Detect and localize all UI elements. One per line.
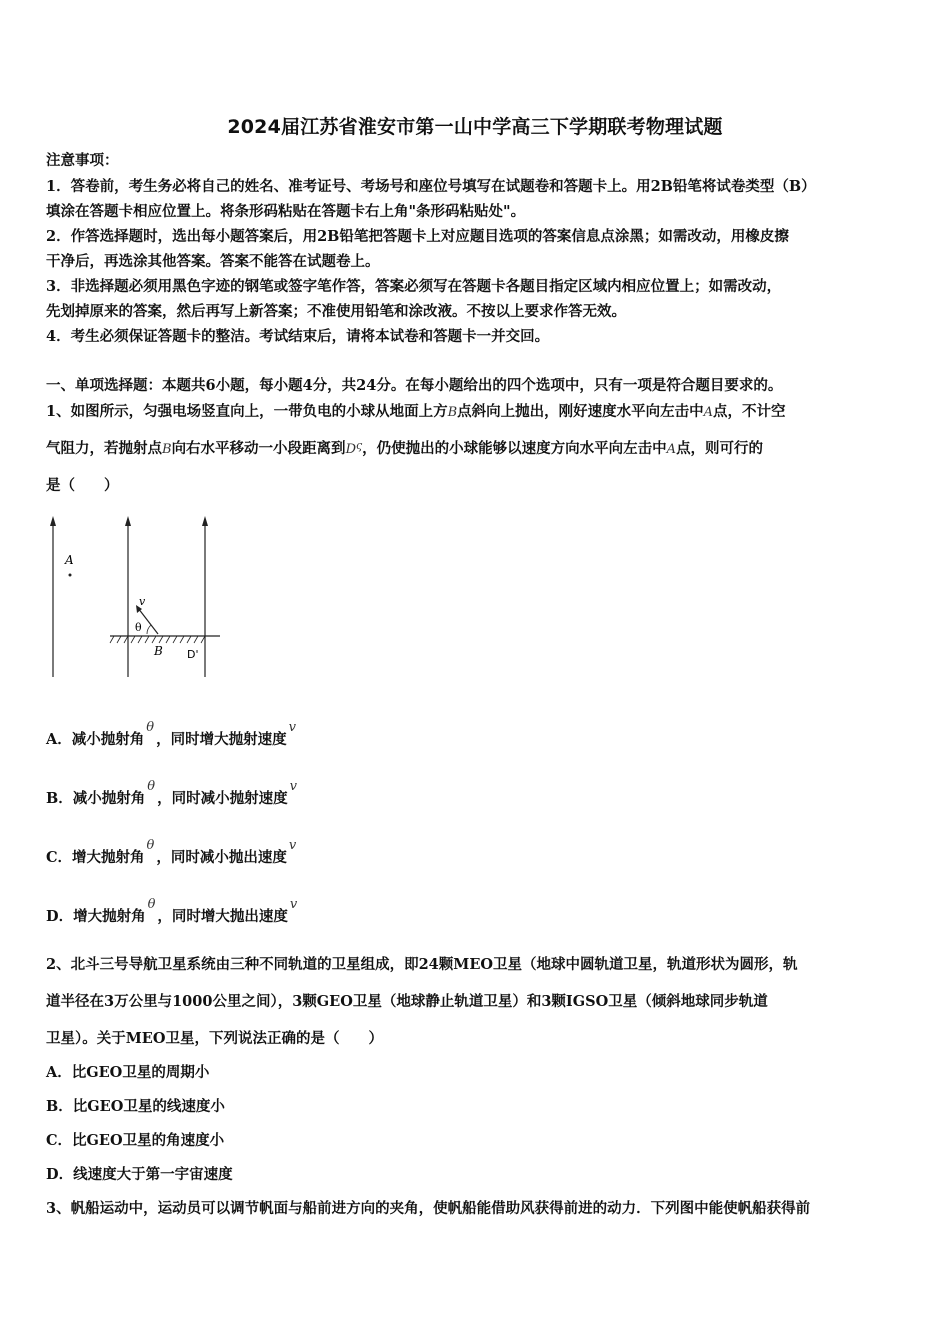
q1-text: 1、如图所示，匀强电场竖直向上，一带负电的小球从地面上方 (46, 403, 448, 420)
point-d-prime-mark: ς (356, 439, 363, 452)
angle-arc (147, 625, 151, 634)
point-a-dot (69, 574, 72, 577)
theta-symbol: θ (147, 897, 156, 912)
velocity-label: v (139, 595, 146, 608)
theta-symbol: θ (147, 779, 156, 794)
option-text: ，同时减小抛出速度 (156, 849, 287, 866)
velocity-symbol: v (288, 838, 297, 853)
notice-line: 2．作答选择题时，选出每小题答案后，用2B铅笔把答题卡上对应题目选项的答案信息点涂黑；如需改动，用橡皮擦 (46, 228, 789, 245)
notice-line: 4．考生必须保证答题卡的整洁。考试结束后，请将本试卷和答题卡一并交回。 (46, 328, 550, 345)
option-text: ，同时增大抛射速度 (156, 731, 287, 748)
q2-option-b[interactable]: B．比GEO卫星的线速度小 (46, 1098, 225, 1115)
notice-line: 1．答卷前，考生务必将自己的姓名、准考证号、考场号和座位号填写在试题卷和答题卡上。用2B铅笔将试卷类型（B） (46, 178, 816, 195)
q2-option-a[interactable]: A．比GEO卫星的周期小 (46, 1064, 210, 1081)
arrow-icon (125, 516, 131, 526)
option-text: B．减小抛射角 (46, 790, 146, 807)
option-text: D．增大抛射角 (46, 908, 146, 925)
question-1-line-2 (46, 439, 908, 460)
notice-line: 干净后，再选涂其他答案。答案不能答在试题卷上。 (46, 253, 380, 270)
question-3-line-1: 3、帆船运动中，运动员可以调节帆面与船前进方向的夹角，使帆船能借助风获得前进的动力．下列图中能使帆船获得前 (46, 1200, 811, 1217)
question-1-line-3: 是（ ） (46, 477, 119, 494)
notice-heading: 注意事项： (46, 152, 119, 169)
point-b-label: B (154, 644, 163, 658)
page-title: 2024届江苏省淮安市第一山中学高三下学期联考物理试题 (227, 116, 723, 138)
q1-text: ，仍使抛出的小球能够以速度方向水平向左击中 (362, 440, 667, 457)
q1-text: 点，不计空 (713, 403, 786, 420)
q1-option-b[interactable] (46, 779, 908, 810)
ground-hatching (110, 636, 205, 643)
q1-text: 气阻力，若抛射点 (46, 440, 162, 457)
point-d-prime-label: D' (187, 648, 199, 661)
question-2-line-2: 道半径在3万公里与1000公里之间），3颗GEO卫星（地球静止轨道卫星）和3颗IGSO卫星（倾斜地球同步轨道 (46, 993, 768, 1010)
velocity-symbol: v (288, 720, 296, 735)
point-a-label: A (65, 553, 74, 567)
q2-option-d[interactable]: D．线速度大于第一宇宙速度 (46, 1166, 233, 1183)
question-1-line-1 (46, 402, 908, 423)
q1-text: 点，则可行的 (676, 440, 764, 457)
option-text: ，同时减小抛射速度 (157, 790, 288, 807)
q1-option-a[interactable] (46, 720, 908, 751)
option-text: ，同时增大抛出速度 (157, 908, 288, 925)
point-a-label: A (666, 442, 677, 457)
arrow-icon (50, 516, 56, 526)
point-d-label: D (345, 442, 356, 457)
point-a-label: A (703, 405, 714, 420)
notice-line: 3．非选择题必须用黑色字迹的钢笔或签字笔作答，答案必须写在答题卡各题目指定区域内相应位置上；如需改动， (46, 278, 782, 295)
question-2-line-3: 卫星）。关于MEO卫星，下列说法正确的是（ ） (46, 1030, 383, 1047)
section-heading: 一、单项选择题：本题共6小题，每小题4分，共24分。在每小题给出的四个选项中，只有一项是符合题目要求的。 (46, 377, 783, 394)
notice-line: 填涂在答题卡相应位置上。将条形码粘贴在答题卡右上角"条形码粘贴处"。 (46, 203, 526, 220)
theta-symbol: θ (146, 720, 155, 735)
option-text: C．增大抛射角 (46, 849, 145, 866)
q1-text: 向右水平移动一小段距离到 (171, 440, 346, 457)
q1-option-c[interactable] (46, 838, 908, 869)
arrow-icon (202, 516, 208, 526)
option-text: A．减小抛射角 (46, 731, 145, 748)
theta-symbol: θ (146, 838, 155, 853)
electric-field-diagram (40, 512, 240, 684)
point-b-label: B (162, 442, 172, 457)
notice-line: 先划掉原来的答案，然后再写上新答案；不准使用铅笔和涂改液。不按以上要求作答无效。 (46, 303, 626, 320)
point-b-label: B (447, 405, 458, 420)
velocity-symbol: v (289, 897, 298, 912)
q1-text: 点斜向上抛出，刚好速度水平向左击中 (457, 403, 704, 420)
theta-label: θ (135, 621, 142, 634)
q1-option-d[interactable] (46, 897, 908, 928)
q2-option-c[interactable]: C．比GEO卫星的角速度小 (46, 1132, 225, 1149)
question-2-line-1: 2、北斗三号导航卫星系统由三种不同轨道的卫星组成，即24颗MEO卫星（地球中圆轨道卫星，轨道形状为圆形，轨 (46, 956, 798, 973)
velocity-symbol: v (289, 779, 297, 794)
